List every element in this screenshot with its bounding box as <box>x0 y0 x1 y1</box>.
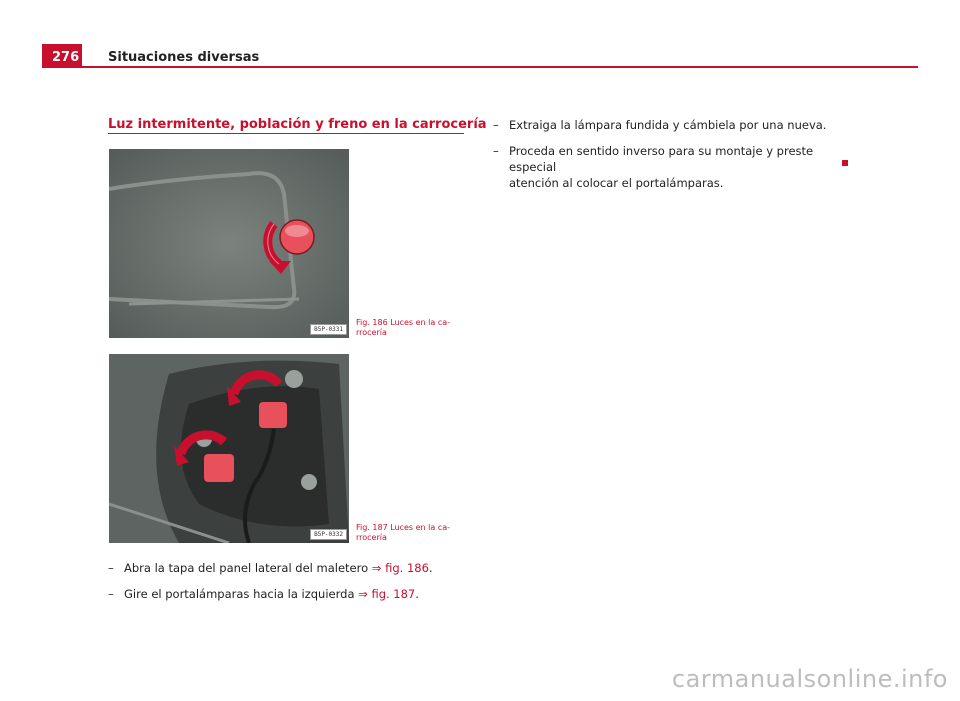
step-end: . <box>415 587 419 601</box>
watermark: carmanualsonline.info <box>671 665 948 693</box>
step-dash: – <box>493 118 499 132</box>
step-text <box>124 560 433 576</box>
figure-186-illustration <box>109 149 349 338</box>
page-number: 276 <box>42 44 82 68</box>
section-divider <box>108 133 464 134</box>
figure-187-image <box>109 354 349 543</box>
figure-186-image <box>109 149 349 338</box>
header-divider <box>42 66 918 68</box>
figure-reference-link[interactable]: ⇒ fig. 186 <box>371 561 429 575</box>
step-dash: – <box>108 587 114 601</box>
figure-187-caption <box>356 523 450 543</box>
step-text: Extraiga la lámpara fundida y cámbiela por una nueva. <box>509 118 827 132</box>
figure-186-caption <box>356 318 450 338</box>
step-dash: – <box>108 561 114 575</box>
figure-code: B5P-0332 <box>310 529 347 540</box>
figure-reference-link[interactable]: ⇒ fig. 187 <box>358 587 416 601</box>
step-text <box>509 143 853 191</box>
figure-code: B5P-0331 <box>310 324 347 335</box>
step-dash: – <box>493 144 499 158</box>
caption-line: Fig. 187 Luces en la ca- <box>356 523 451 532</box>
caption-line: Fig. 186 Luces en la ca- <box>356 318 451 327</box>
step-body: Abra la tapa del panel lateral del maletero <box>124 561 372 575</box>
step-line: atención al colocar el portalámparas. <box>509 176 724 190</box>
figure-187-illustration <box>109 354 349 543</box>
step-end: . <box>428 561 433 575</box>
caption-line: rrocería <box>356 328 387 337</box>
step-body: Gire el portalámparas hacia la izquierda <box>124 587 359 601</box>
header-title: Situaciones diversas <box>108 50 260 65</box>
step-text <box>124 586 419 602</box>
caption-line: rrocería <box>356 533 387 542</box>
step-line: Proceda en sentido inverso para su montaje y preste especial <box>509 144 814 174</box>
section-title: Luz intermitente, población y freno en la carrocería <box>108 117 487 132</box>
section-end-marker <box>842 160 848 166</box>
